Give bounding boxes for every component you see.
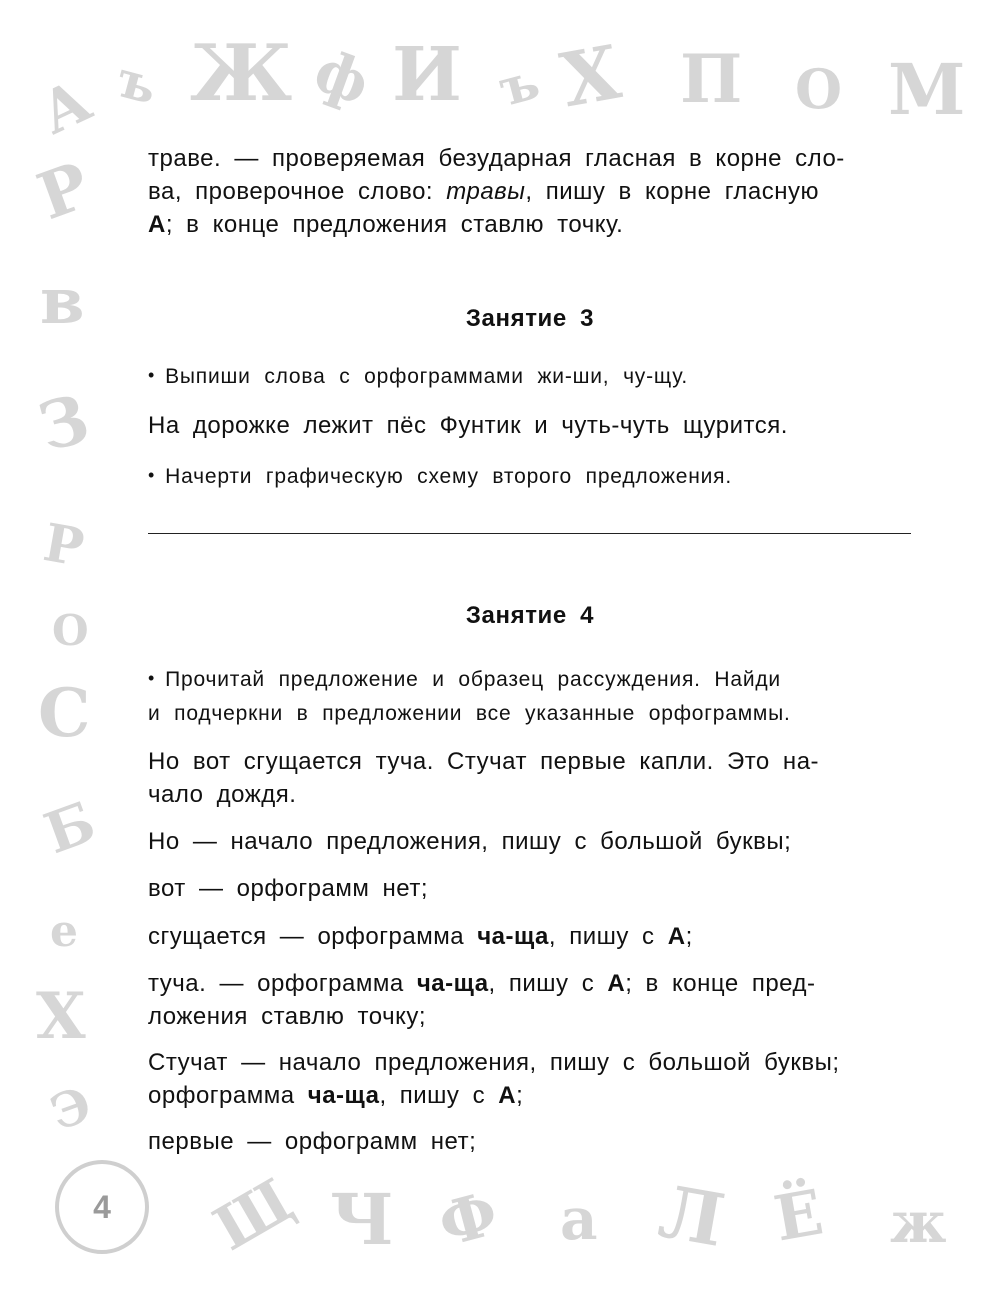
lesson4-title: Занятие 4 bbox=[465, 602, 595, 629]
text: Но — начало предложения, пишу с большой буквы; bbox=[148, 828, 792, 855]
text: , пишу с bbox=[379, 1082, 499, 1109]
text: , пишу с bbox=[488, 970, 608, 997]
text: сгущается — орфограмма bbox=[148, 923, 478, 950]
decor-letter: ф bbox=[305, 36, 379, 118]
intro-paragraph bbox=[148, 142, 912, 241]
decor-letter: ъ bbox=[111, 49, 164, 116]
vowel-letter: А bbox=[148, 211, 166, 238]
lesson3-title: Занятие 3 bbox=[465, 305, 595, 332]
text bbox=[148, 920, 912, 953]
lesson4-task-line bbox=[148, 663, 912, 697]
text: , пишу с bbox=[548, 923, 668, 950]
reasoning-line bbox=[148, 825, 912, 858]
decor-letter: И bbox=[392, 32, 462, 118]
bullet-icon: • bbox=[148, 465, 156, 485]
sentence: На дорожке лежит пёс Фунтик и чуть-чуть щурится. bbox=[148, 412, 788, 439]
lesson4-task-line: и подчеркни в предложении все указанные орфограммы. bbox=[148, 702, 791, 725]
text: орфограмма bbox=[148, 1082, 308, 1109]
sentence-line: чало дождя. bbox=[148, 781, 297, 808]
intro-line bbox=[148, 175, 912, 208]
decor-letter: ъ bbox=[492, 51, 546, 118]
intro-line bbox=[148, 208, 912, 241]
decor-letter: Э bbox=[43, 1076, 99, 1142]
decor-letter: Л bbox=[653, 1168, 731, 1263]
reasoning-line bbox=[148, 872, 912, 905]
text: ; bbox=[516, 1082, 524, 1109]
text: ложения ставлю точку; bbox=[148, 1003, 427, 1030]
decor-letter: Х bbox=[36, 979, 86, 1054]
vowel-letter: А bbox=[498, 1082, 517, 1109]
reasoning-line bbox=[148, 967, 912, 1033]
example-word: травы bbox=[446, 178, 526, 205]
decor-letter: Б bbox=[36, 788, 104, 868]
decor-letter: Ф bbox=[431, 1178, 506, 1262]
sentence-line: Но вот сгущается туча. Стучат первые капли. Это на- bbox=[148, 748, 820, 775]
orthogram: ча-ща bbox=[307, 1082, 380, 1109]
lesson3-task1 bbox=[148, 360, 912, 394]
text: Начерти графическую схему второго предложения. bbox=[165, 465, 732, 488]
decor-letter: ж bbox=[890, 1190, 947, 1256]
lesson3-sentence bbox=[148, 409, 912, 442]
intro-line bbox=[148, 142, 912, 175]
decor-letter: в bbox=[40, 264, 85, 339]
text: ; в конце предложения ставлю точку. bbox=[165, 211, 624, 238]
vowel-letter: А bbox=[607, 970, 626, 997]
decor-letter: а bbox=[560, 1185, 598, 1253]
decor-letter: О bbox=[795, 57, 843, 121]
text: туча. — орфограмма bbox=[148, 970, 417, 997]
decor-letter: Щ bbox=[202, 1165, 305, 1265]
page-number: 4 bbox=[93, 1188, 111, 1225]
text: траве. — проверяемая безударная гласная в корне сло- bbox=[148, 145, 845, 172]
reasoning-line bbox=[148, 1046, 912, 1112]
decor-letter: Р bbox=[28, 148, 100, 235]
decor-letter: Х bbox=[554, 29, 627, 125]
decor-letter: М bbox=[888, 48, 966, 131]
text: ; bbox=[685, 923, 693, 950]
text: Выпиши слова с орфограммами жи-ши, чу-щу. bbox=[165, 365, 689, 388]
reasoning-line bbox=[148, 1125, 912, 1158]
text bbox=[148, 967, 912, 1000]
answer-line[interactable] bbox=[148, 533, 911, 534]
text: ва, проверочное слово: bbox=[148, 178, 447, 205]
bullet-icon: • bbox=[148, 668, 156, 688]
text: , пишу в корне гласную bbox=[525, 178, 820, 205]
decor-letter: З bbox=[30, 379, 97, 467]
lesson4-sentence bbox=[148, 745, 912, 811]
lesson3-task2-wrap bbox=[148, 460, 912, 494]
orthogram: ча-ща bbox=[416, 970, 489, 997]
text: Стучат — начало предложения, пишу с большой буквы; bbox=[148, 1049, 840, 1076]
lesson3-task2 bbox=[148, 460, 912, 494]
lesson3-body bbox=[148, 360, 912, 394]
decor-letter: Р bbox=[39, 512, 89, 579]
decor-letter: А bbox=[29, 66, 102, 148]
bullet-icon: • bbox=[148, 365, 156, 385]
text: ; в конце пред- bbox=[625, 970, 816, 997]
decor-letter: П bbox=[680, 40, 743, 118]
decor-letter: О bbox=[52, 606, 89, 655]
vowel-letter: А bbox=[667, 923, 686, 950]
decor-letter: Ё bbox=[768, 1175, 829, 1256]
lesson4-task bbox=[148, 663, 912, 730]
decor-letter: Ч bbox=[330, 1178, 394, 1261]
text: Прочитай предложение и образец рассуждения. Найди bbox=[165, 668, 781, 691]
decor-letter: Ж bbox=[190, 28, 293, 119]
reasoning-line bbox=[148, 920, 912, 953]
orthogram: ча-ща bbox=[477, 923, 549, 950]
decor-letter: е bbox=[50, 906, 78, 957]
decor-letter: С bbox=[38, 674, 91, 752]
text: вот — орфограмм нет; bbox=[148, 875, 428, 902]
text bbox=[148, 1079, 912, 1112]
text: первые — орфограмм нет; bbox=[148, 1128, 477, 1155]
